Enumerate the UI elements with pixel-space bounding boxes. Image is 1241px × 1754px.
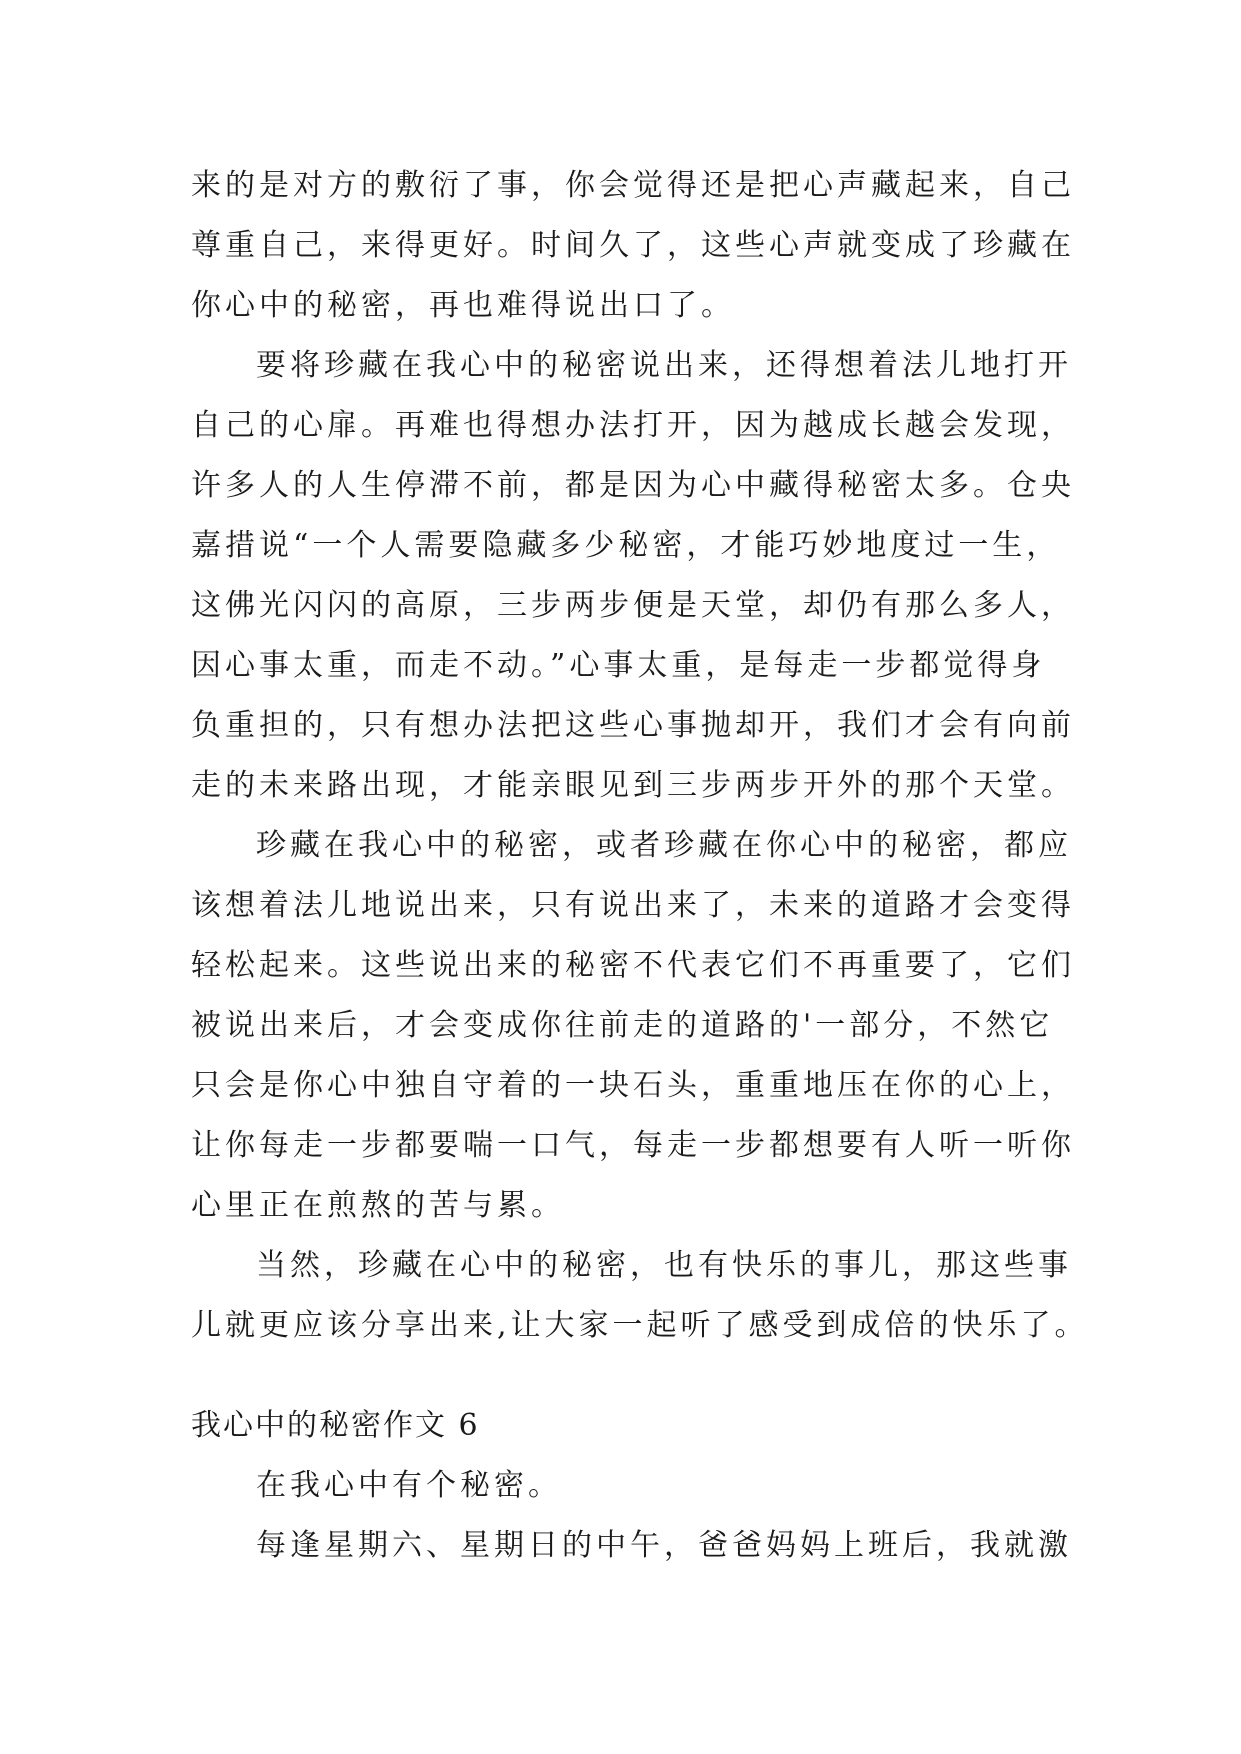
paragraph-line: 走的未来路出现，才能亲眼见到三步两步开外的那个天堂。 bbox=[191, 768, 1075, 803]
paragraph-line: 你心中的秘密，再也难得说出口了。 bbox=[191, 288, 735, 323]
paragraph-line: 只会是你心中独自守着的一块石头，重重地压在你的心上， bbox=[191, 1068, 1075, 1103]
paragraph-line: 该想着法儿地说出来，只有说出来了，未来的道路才会变得 bbox=[191, 888, 1075, 923]
paragraph-line: 负重担的，只有想办法把这些心事抛却开，我们才会有向前 bbox=[191, 708, 1075, 743]
paragraph-line: 珍藏在我心中的秘密，或者珍藏在你心中的秘密，都应 bbox=[256, 828, 1072, 863]
paragraph-line: 来的是对方的敷衍了事，你会觉得还是把心声藏起来，自己 bbox=[191, 168, 1075, 203]
paragraph-line: 心里正在煎熬的苦与累。 bbox=[191, 1188, 565, 1223]
paragraph-line: 当然，珍藏在心中的秘密，也有快乐的事儿，那这些事 bbox=[256, 1248, 1072, 1283]
paragraph-line: 轻松起来。这些说出来的秘密不代表它们不再重要了，它们 bbox=[191, 948, 1075, 983]
paragraph-line: 在我心中有个秘密。 bbox=[256, 1468, 562, 1503]
paragraph-line: 尊重自己，来得更好。时间久了，这些心声就变成了珍藏在 bbox=[191, 228, 1075, 263]
paragraph-line: 让你每走一步都要喘一口气，每走一步都想要有人听一听你 bbox=[191, 1128, 1075, 1163]
paragraph-line: 嘉措说“一个人需要隐藏多少秘密，才能巧妙地度过一生， bbox=[191, 528, 1061, 563]
paragraph-line: 儿就更应该分享出来,让大家一起听了感受到成倍的快乐了。 bbox=[191, 1308, 1089, 1343]
paragraph-line: 这佛光闪闪的高原，三步两步便是天堂，却仍有那么多人， bbox=[191, 588, 1075, 623]
paragraph-line: 自己的心扉。再难也得想办法打开，因为越成长越会发现， bbox=[191, 408, 1075, 443]
section-heading: 我心中的秘密作文 6 bbox=[191, 1408, 480, 1443]
paragraph-line: 要将珍藏在我心中的秘密说出来，还得想着法儿地打开 bbox=[256, 348, 1072, 383]
paragraph-line: 因心事太重，而走不动。”心事太重，是每走一步都觉得身 bbox=[191, 648, 1046, 683]
paragraph-line: 被说出来后，才会变成你往前走的道路的'一部分，不然它 bbox=[191, 1008, 1054, 1043]
paragraph-line: 每逢星期六、星期日的中午，爸爸妈妈上班后，我就激 bbox=[256, 1528, 1072, 1563]
paragraph-line: 许多人的人生停滞不前，都是因为心中藏得秘密太多。仓央 bbox=[191, 468, 1075, 503]
